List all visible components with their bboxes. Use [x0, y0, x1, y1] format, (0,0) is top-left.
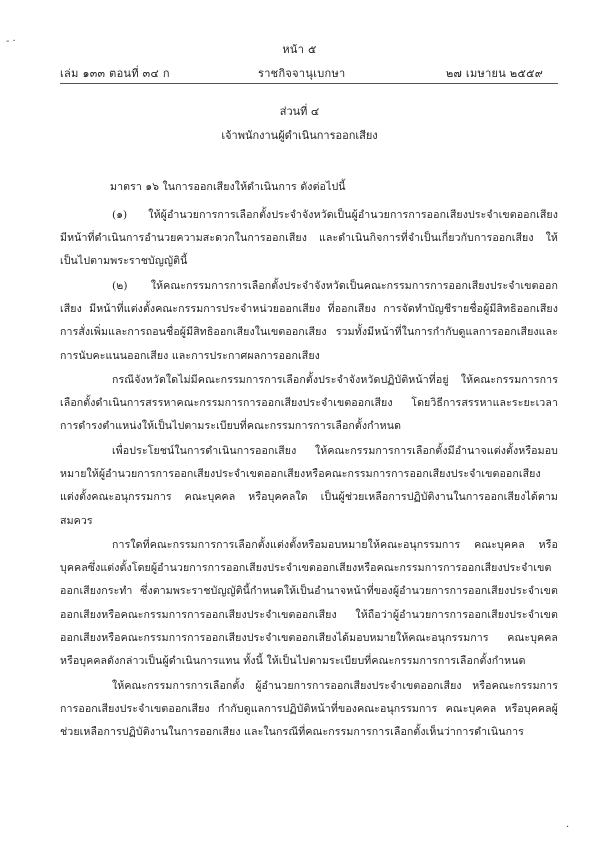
paragraph-text: (๒) ให้คณะกรรมการการเลือกตั้งประจำจังหวัดเป็นคณะกรรมการการออกเสียงประจำเขตออกเสียง มีหน้าที่แต่งตั้งคณะกรรมการประจำหน่วยออกเสียง ที่ออกเสียง การจัดทำบัญชีรายชื่อผู้มีสิทธิออกเสียง การสั่งเพิ่มและการถอนชื่อผู้มีสิทธิออกเสียงในเขตออกเสียง รวมทั้งมีหน้าที่ในการกำกับดูแลการออกเสียงและการนับคะแนนออกเสียง และการประกาศผลการออกเสียง — [60, 280, 558, 362]
gazette-date: ๒๗ เมษายน ๒๕๕๙ — [446, 67, 544, 80]
paragraph-text: เพื่อประโยชน์ในการดำเนินการออกเสียง ให้คณะกรรมการการเลือกตั้งมีอำนาจแต่งตั้งหรือมอบหมายให้ผู้อำนวยการการออกเสียงประจำเขตออกเสียงหรือคณะกรรมการการออกเสียงประจำเขตออกเสียงแต่งตั้งคณะอนุกรรมการ คณะบุคคล หรือบุคคลใด เป็นผู้ช่วยเหลือการปฏิบัติงานในการออกเสียงได้ตามสมควร — [60, 445, 558, 527]
paragraph-article — [60, 176, 558, 199]
paragraph-1 — [60, 204, 558, 274]
paragraph-text: การใดที่คณะกรรมการการเลือกตั้งแต่งตั้งหรือมอบหมายให้คณะอนุกรรมการ คณะบุคคล หรือบุคคลซึ่งแต่งตั้งโดยผู้อำนวยการการออกเสียงประจำเขตออกเสียงหรือคณะกรรมการการออกเสียงประจำเขตออกเสียงกระทำ ซึ่งตามพระราชบัญญัตินี้กำหนดให้เป็นอำนาจหน้าที่ของผู้อำนวยการการออกเสียงประจำเขตออกเสียงหรือคณะกรรมการการออกเสียงประจำเขตออกเสียง ให้ถือว่าผู้อำนวยการการออกเสียงประจำเขตออกเสียงหรือคณะกรรมการการออกเสียงประจำเขตออกเสียงได้มอบหมายให้คณะอนุกรรมการ คณะบุคคล หรือบุคคลดังกล่าวเป็นผู้ดำเนินการแทน ทั้งนี้ ให้เป็นไปตามระเบียบที่คณะกรรมการการเลือกตั้งกำหนด — [60, 539, 558, 668]
paragraph-text: ให้คณะกรรมการการเลือกตั้ง ผู้อำนวยการการออกเสียงประจำเขตออกเสียง หรือคณะกรรมการการออกเสียงประจำเขตออกเสียง กำกับดูแลการปฏิบัติหน้าที่ของคณะอนุกรรมการ คณะบุคคล หรือบุคคลผู้ช่วยเหลือการปฏิบัติงานในการออกเสียง และในกรณีที่คณะกรรมการการเลือกตั้งเห็นว่าการดำเนินการ — [60, 680, 558, 739]
margin-mark-bottom-right: · — [566, 822, 570, 833]
paragraph-4 — [60, 440, 558, 533]
paragraph-text: กรณีจังหวัดใดไม่มีคณะกรรมการการเลือกตั้งประจำจังหวัดปฏิบัติหน้าที่อยู่ ให้คณะกรรมการการเลือกตั้งดำเนินการสรรหาคณะกรรมการการออกเสียงประจำเขตออกเสียง โดยวิธีการสรรหาและระยะเวลาการดำรงตำแหน่งให้เป็นไปตามระเบียบที่คณะกรรมการการเลือกตั้งกำหนด — [60, 374, 558, 433]
paragraph-text: (๑) ให้ผู้อำนวยการการเลือกตั้งประจำจังหวัดเป็นผู้อำนวยการการออกเสียงประจำเขตออกเสียง มีหน้าที่ดำเนินการอำนวยความสะดวกในการออกเสียง และดำเนินกิจการที่จำเป็นเกี่ยวกับการออกเสียง ให้เป็นไปตามพระราชบัญญัตินี้ — [60, 209, 558, 268]
gazette-name: ราชกิจจานุเบกษา — [258, 67, 346, 80]
paragraph-5 — [60, 534, 558, 674]
section-title: ส่วนที่ ๔ — [279, 105, 320, 118]
paragraph-2 — [60, 275, 558, 368]
header-rule — [60, 83, 558, 84]
page-number: หน้า ๕ — [282, 43, 317, 56]
margin-mark-top-left: - · — [6, 36, 16, 47]
paragraph-text: มาตรา ๑๖ ในการออกเสียงให้ดำเนินการ ดังต่อไปนี้ — [110, 181, 346, 193]
paragraph-6 — [60, 675, 558, 745]
section-subtitle: เจ้าพนักงานผู้ดำเนินการออกเสียง — [221, 129, 378, 142]
paragraph-3 — [60, 369, 558, 439]
volume-issue: เล่ม ๑๓๓ ตอนที่ ๓๔ ก — [60, 67, 170, 80]
